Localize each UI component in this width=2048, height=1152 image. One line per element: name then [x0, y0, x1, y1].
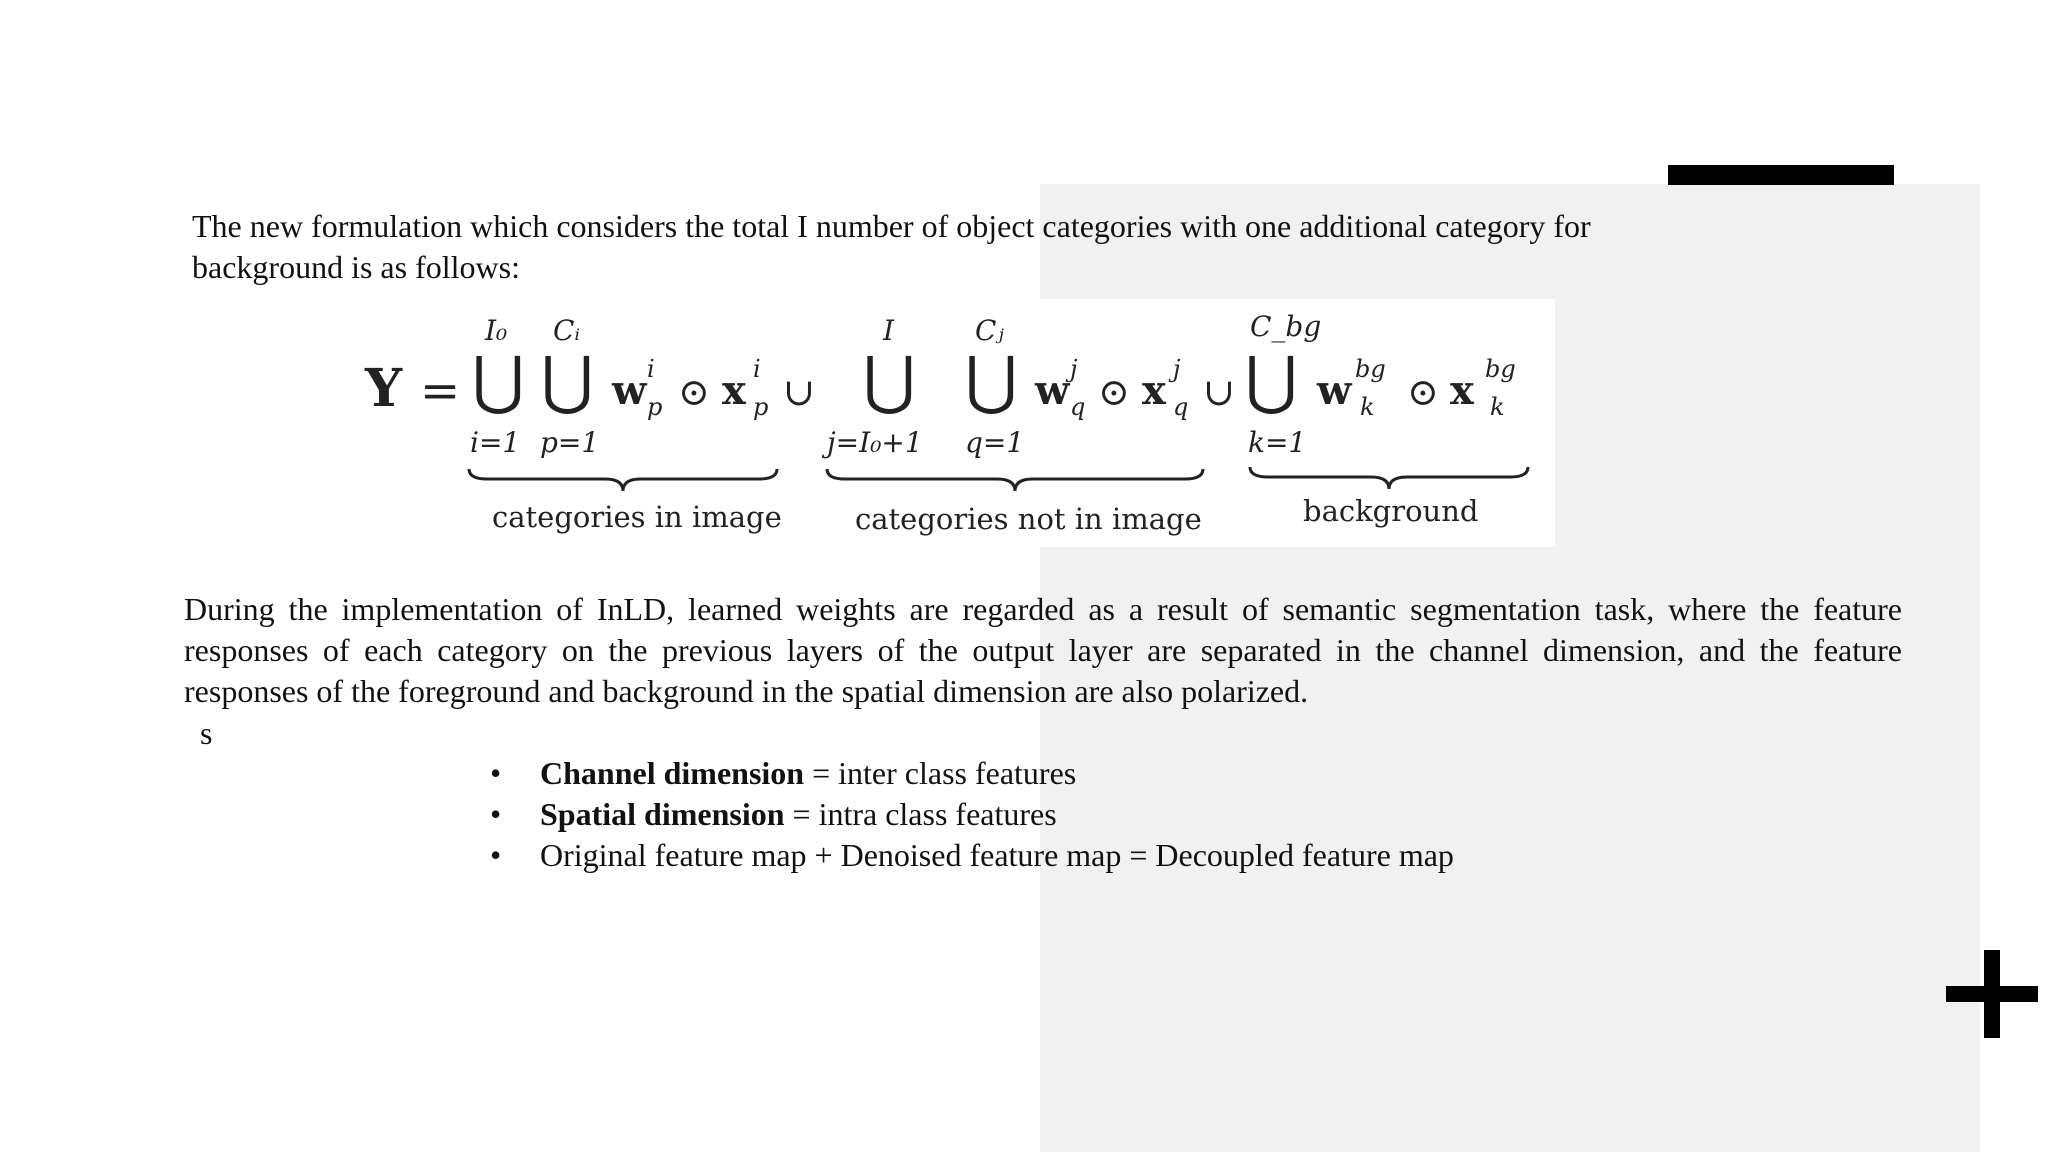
- superscript: bg: [1485, 355, 1516, 383]
- union-symbol: ⋃: [472, 344, 525, 418]
- bullet-text: Original feature map + Denoised feature map = Decoupled feature map: [540, 837, 1454, 873]
- limit-bottom: k=1: [1248, 426, 1307, 459]
- caption-categories-not-in-image: categories not in image: [855, 502, 1202, 536]
- weight-vector: w: [612, 367, 647, 414]
- weight-vector: w: [1317, 367, 1352, 414]
- limit-bottom: p=1: [540, 426, 600, 459]
- union-symbol: ⋃: [1245, 344, 1298, 418]
- stray-character: s: [200, 715, 213, 751]
- underbrace: [825, 467, 1205, 495]
- limit-bottom: j=I₀+1: [827, 426, 923, 459]
- bullet-bold: Spatial dimension: [540, 796, 785, 832]
- bullet-dot: •: [490, 837, 502, 873]
- limit-top: I₀: [485, 314, 508, 347]
- feature-vector: x: [1450, 367, 1474, 414]
- superscript: j: [1070, 355, 1078, 383]
- union-symbol: ⋃: [541, 344, 594, 418]
- cup-operator: ∪: [1203, 370, 1235, 414]
- limit-top: Cᵢ: [553, 314, 581, 347]
- superscript: i: [753, 355, 761, 383]
- bullet-text: = intra class features: [784, 796, 1057, 832]
- feature-vector: x: [1142, 367, 1166, 414]
- intro-paragraph: The new formulation which considers the total I number of object categories with one additional category for background is as follows:: [192, 208, 1591, 285]
- feature-vector: x: [722, 367, 746, 414]
- union-symbol: ⋃: [965, 344, 1018, 418]
- odot-operator: ⊙: [1098, 370, 1130, 414]
- bullet-bold: Channel dimension: [540, 755, 805, 791]
- subscript: q: [1173, 393, 1189, 421]
- subscript: p: [753, 393, 769, 421]
- formula-lhs: Y: [365, 358, 403, 419]
- bullet-item: [490, 794, 1454, 835]
- formula-image: [345, 299, 1555, 547]
- subscript: p: [647, 393, 663, 421]
- subscript: k: [1490, 393, 1505, 421]
- limit-top: I: [883, 314, 895, 347]
- accent-bar: [1668, 165, 1894, 185]
- superscript: i: [647, 355, 655, 383]
- bullet-text: = inter class features: [804, 755, 1077, 791]
- weight-vector: w: [1035, 367, 1070, 414]
- underbrace: [467, 467, 779, 495]
- bullet-list: [490, 753, 1454, 876]
- bullet-item: [490, 835, 1454, 876]
- superscript: bg: [1355, 355, 1386, 383]
- limit-bottom: i=1: [470, 426, 521, 459]
- caption-categories-in-image: categories in image: [492, 500, 782, 534]
- bullet-item: [490, 753, 1454, 794]
- caption-background: background: [1303, 494, 1479, 528]
- body-paragraph: During the implementation of InLD, learned weights are regarded as a result of semantic segmentation task, where the feature responses of each category on the previous layers of the output layer are separated in the channel dimension, and the feature responses of the foreground and background in the spatial dimension are also polarized.: [184, 591, 1902, 709]
- limit-top: C_bg: [1250, 310, 1322, 343]
- formula-equals: =: [420, 363, 461, 419]
- plus-icon: [1946, 950, 2038, 1038]
- cup-operator: ∪: [783, 370, 815, 414]
- subscript: q: [1070, 393, 1086, 421]
- subscript: k: [1360, 393, 1375, 421]
- limit-top: Cⱼ: [975, 314, 1004, 347]
- bullet-dot: •: [490, 796, 502, 832]
- union-symbol: ⋃: [863, 344, 916, 418]
- bullet-dot: •: [490, 755, 502, 791]
- limit-bottom: q=1: [965, 426, 1025, 459]
- odot-operator: ⊙: [1407, 370, 1439, 414]
- underbrace: [1248, 465, 1530, 493]
- superscript: j: [1173, 355, 1181, 383]
- odot-operator: ⊙: [678, 370, 710, 414]
